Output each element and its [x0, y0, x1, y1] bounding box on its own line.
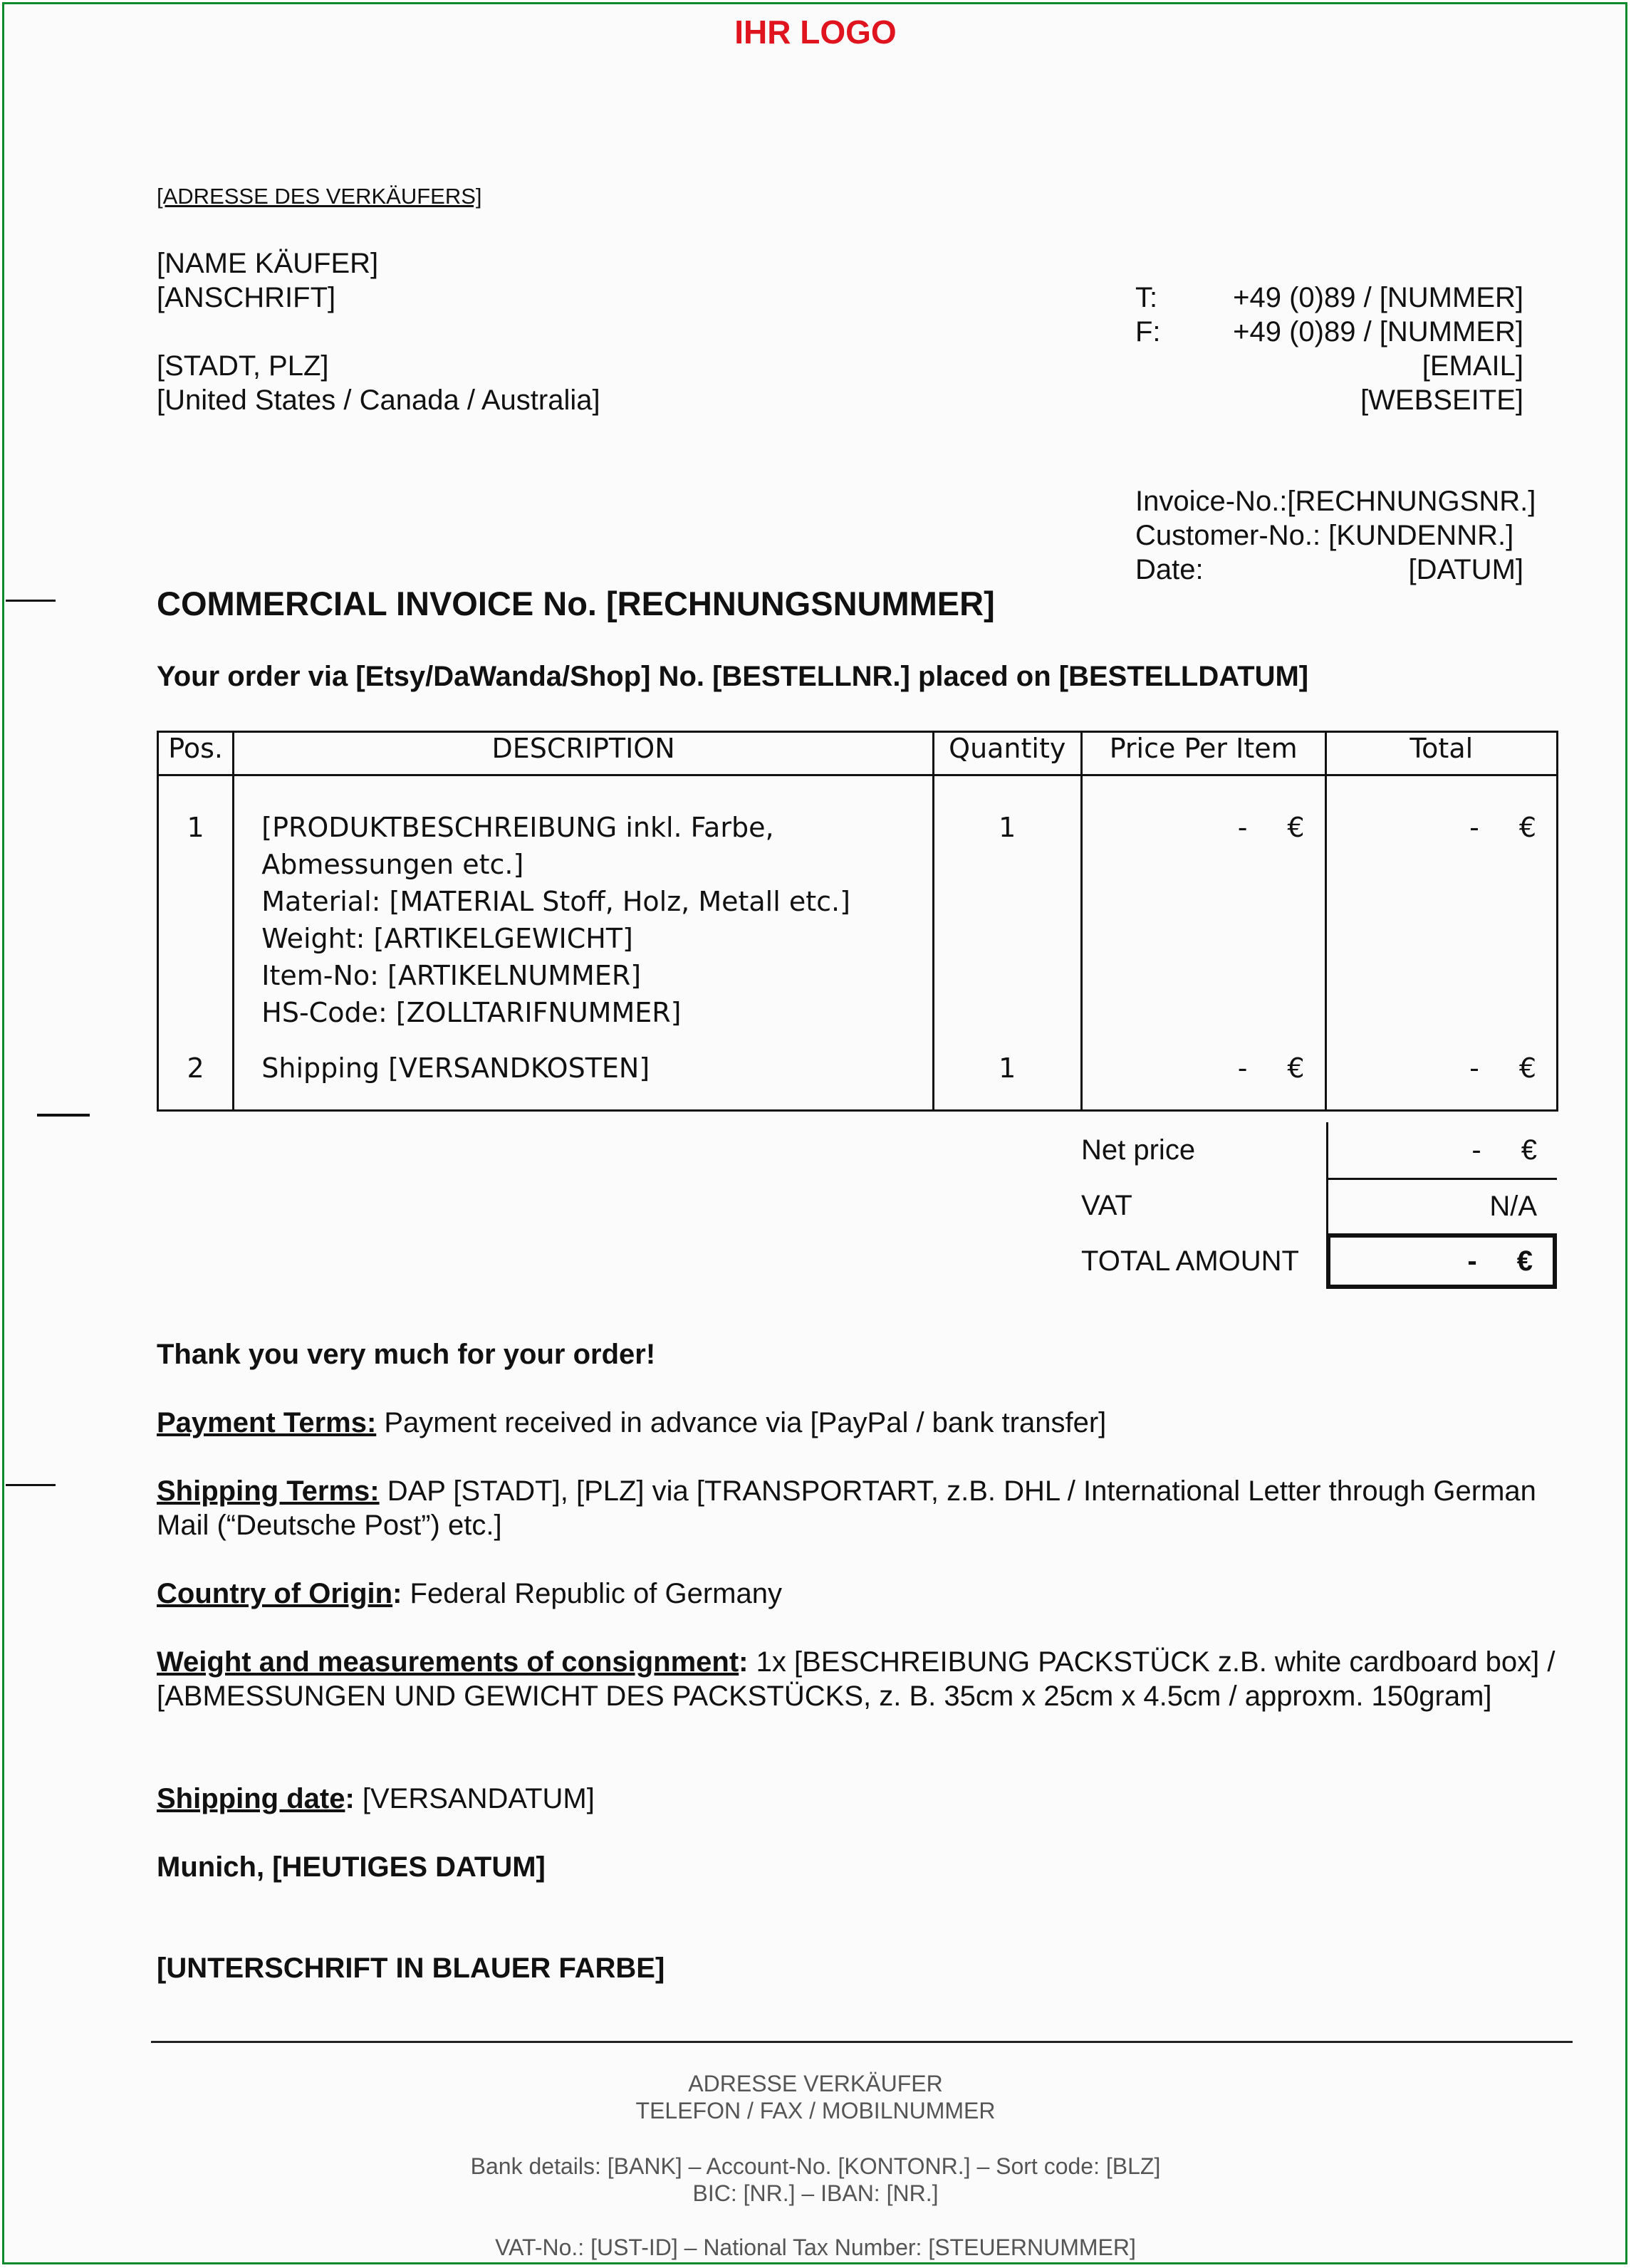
desc-line: Shipping [VERSANDKOSTEN] — [261, 1052, 650, 1084]
vat-value: N/A — [1326, 1178, 1557, 1233]
vat-row — [1078, 1178, 1558, 1233]
table-header-row — [158, 732, 1558, 775]
country-of-origin: Country of Origin: Federal Republic of Germany — [157, 1578, 782, 1609]
fold-mark — [6, 600, 56, 602]
header-total: Total — [1325, 732, 1557, 775]
total-value: - — [1469, 812, 1479, 843]
website: [WEBSEITE] — [1360, 385, 1523, 416]
row-pos: 2 — [158, 1031, 234, 1111]
total-value: - — [1469, 1052, 1479, 1084]
footer-address: ADRESSE VERKÄUFER — [688, 2071, 943, 2096]
date-label: Date: — [1135, 554, 1204, 585]
vat-label: VAT — [1081, 1189, 1132, 1221]
buyer-city: [STADT, PLZ] — [157, 350, 329, 382]
total-amount-value: - € — [1326, 1233, 1557, 1289]
origin-label: Country of Origin — [157, 1578, 393, 1609]
footer-divider — [151, 2041, 1573, 2043]
header-pos: Pos. — [158, 732, 234, 775]
totals-summary — [1078, 1122, 1558, 1289]
desc-line: Item-No: [ARTIKELNUMMER] — [261, 960, 642, 991]
currency-symbol: € — [1518, 812, 1536, 843]
thank-you-note: Thank you very much for your order! — [157, 1339, 656, 1370]
invoice-meta-block — [1135, 484, 1536, 587]
place-and-date: Munich, [HEUTIGES DATUM] — [157, 1851, 546, 1883]
currency-symbol: € — [1518, 1052, 1536, 1084]
payment-terms-text: Payment received in advance via [PayPal / bank transfer] — [376, 1407, 1107, 1438]
row-description — [234, 775, 934, 1032]
seller-contact-block — [1135, 281, 1523, 417]
weight-text: 1x [BESCHREIBUNG PACKSTÜCK z.B. white cardboard box] / [ABMESSUNGEN UND GEWICHT DES PACKSTÜCKS, z. B. 35cm x 25cm x 4.5cm / approxm. 150gram] — [157, 1646, 1556, 1712]
seller-address-label: [ADRESSE DES VERKÄUFERS] — [157, 184, 482, 209]
weight-label: Weight and measurements of consignment — [157, 1646, 739, 1678]
table-row — [158, 775, 1558, 1032]
customer-number: Customer-No.: [KUNDENNR.] — [1135, 520, 1514, 551]
fax-label: F: — [1135, 316, 1161, 347]
tel-label: T: — [1135, 282, 1158, 313]
header-price-per-item: Price Per Item — [1081, 732, 1325, 775]
footer-vat: VAT-No.: [UST-ID] – National Tax Number: [STEUERNUMMER] — [495, 2235, 1136, 2260]
row-price — [1081, 1031, 1325, 1111]
desc-line: Abmessungen etc.] — [261, 849, 524, 880]
signature-placeholder: [UNTERSCHRIFT IN BLAUER FARBE] — [157, 1953, 665, 1984]
desc-line: Material: [MATERIAL Stoff, Holz, Metall etc.] — [261, 886, 850, 917]
row-total — [1325, 1031, 1557, 1111]
price-value: - — [1237, 812, 1248, 843]
footer-phone: TELEFON / FAX / MOBILNUMMER — [635, 2098, 996, 2123]
shipping-terms — [157, 1474, 1567, 1542]
row-description — [234, 1031, 934, 1111]
payment-terms-label: Payment Terms: — [157, 1407, 377, 1438]
invoice-number: Invoice-No.:[RECHNUNGSNR.] — [1135, 486, 1536, 517]
row-quantity: 1 — [933, 1031, 1081, 1111]
row-total — [1325, 775, 1557, 1032]
net-price-value: - € — [1326, 1122, 1557, 1178]
shipping-date-label: Shipping date — [157, 1783, 345, 1814]
net-price-row — [1078, 1122, 1558, 1178]
table-row — [158, 1031, 1558, 1111]
buyer-street: [ANSCHRIFT] — [157, 282, 336, 313]
buyer-country: [United States / Canada / Australia] — [157, 385, 600, 416]
price-value: - — [1237, 1052, 1248, 1084]
footer-bic: BIC: [NR.] – IBAN: [NR.] — [692, 2180, 939, 2206]
shipping-date-text: [VERSANDATUM] — [354, 1783, 595, 1814]
fold-mark — [6, 1484, 56, 1486]
origin-text: Federal Republic of Germany — [402, 1578, 782, 1609]
row-quantity: 1 — [933, 775, 1081, 1032]
email: [EMAIL] — [1422, 350, 1523, 382]
shipping-date: Shipping date: [VERSANDATUM] — [157, 1783, 595, 1814]
items-table — [157, 731, 1558, 1112]
header-description: DESCRIPTION — [234, 732, 934, 775]
header-quantity: Quantity — [933, 732, 1081, 775]
currency-symbol: € — [1287, 812, 1305, 843]
tel-value: +49 (0)89 / [NUMMER] — [1233, 282, 1523, 313]
total-amount-row — [1078, 1233, 1558, 1289]
date-value: [DATUM] — [1408, 554, 1523, 585]
order-line: Your order via [Etsy/DaWanda/Shop] No. [BESTELLNR.] placed on [BESTELLDATUM] — [157, 661, 1309, 692]
payment-terms — [157, 1406, 1567, 1440]
weight-measurements: Weight and measurements of consignment: 1x [BESCHREIBUNG PACKSTÜCK z.B. white cardboard box] / [ABMESSUNGEN UND GEWICHT DES PACKSTÜCKS, z. B. 35cm x 25cm x 4.5cm / approxm. 150gram] — [157, 1646, 1556, 1712]
desc-line: HS-Code: [ZOLLTARIFNUMMER] — [261, 997, 682, 1028]
row-pos: 1 — [158, 775, 234, 1032]
invoice-title: COMMERCIAL INVOICE No. [RECHNUNGSNUMMER] — [157, 585, 995, 622]
footer-bank: Bank details: [BANK] – Account-No. [KONTONR.] – Sort code: [BLZ] — [470, 2153, 1161, 2179]
currency-symbol: € — [1287, 1052, 1305, 1084]
buyer-name: [NAME KÄUFER] — [157, 248, 379, 279]
logo-placeholder: IHR LOGO — [734, 14, 897, 51]
buyer-address-block — [157, 246, 600, 417]
desc-line: [PRODUKTBESCHREIBUNG inkl. Farbe, — [261, 812, 774, 843]
net-price-label: Net price — [1081, 1134, 1196, 1166]
desc-line: Weight: [ARTIKELGEWICHT] — [261, 923, 633, 954]
fax-value: +49 (0)89 / [NUMMER] — [1233, 316, 1523, 347]
shipping-terms-text: DAP [STADT], [PLZ] via [TRANSPORTART, z.B. DHL / International Letter through German Mail (“Deutsche Post”) etc.] — [157, 1475, 1536, 1541]
row-price — [1081, 775, 1325, 1032]
punch-mark — [37, 1114, 90, 1117]
total-amount-label: TOTAL AMOUNT — [1081, 1245, 1299, 1277]
shipping-terms-label: Shipping Terms: — [157, 1475, 380, 1507]
